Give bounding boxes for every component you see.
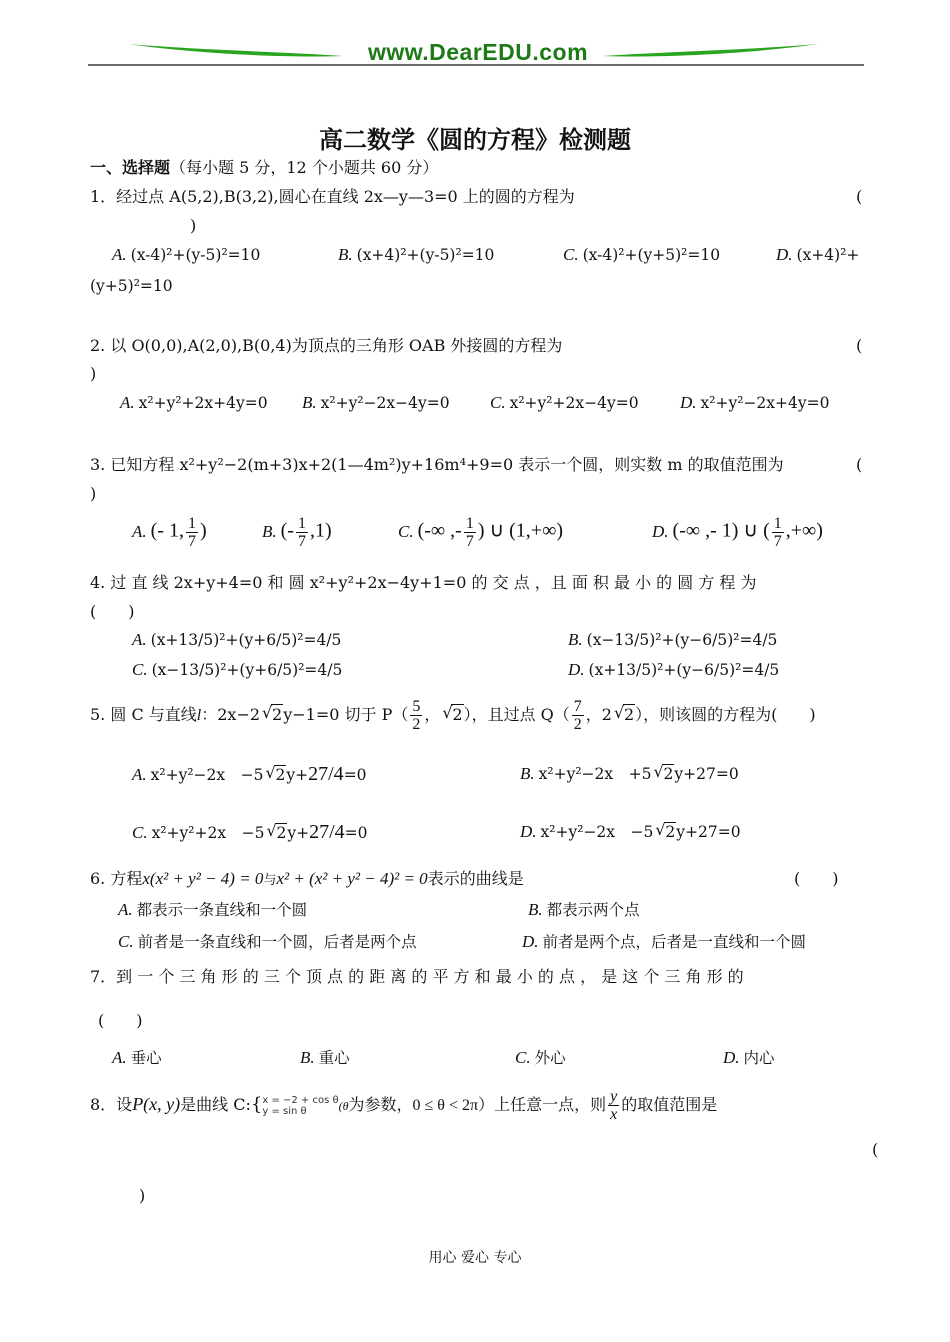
option-text: (x-4)²+(y-5)²=10 [130,246,261,264]
denominator: 7 [773,533,782,550]
option-text: 内心 [743,1049,775,1067]
option-text: x²+y²−2x −5 [150,766,264,784]
option-text: (x-4)²+(y+5)²=10 [582,246,721,264]
denominator: 7 [297,533,306,550]
stem-text: ：2x−2 [201,705,261,724]
q1-option-c [563,245,720,265]
q3-option-b [262,515,332,550]
q6-option-a [118,900,307,920]
q8-stem [90,1088,717,1123]
q6-option-d [522,932,806,952]
option-letter: B. [520,764,535,783]
q5-option-b [520,764,739,784]
option-letter: C. [118,932,134,951]
q4-option-a [132,630,341,650]
option-letter: B. [300,1048,315,1067]
option-text: 垂心 [130,1049,162,1067]
option-text: (x+13/5)²+(y−6/5)²=4/5 [588,661,780,679]
option-letter: D. [568,660,585,679]
q1-paren-close: ) [190,216,197,235]
q2-paren-close: ) [90,364,97,383]
numerator: 1 [773,515,782,532]
option-letter: C. [490,393,506,412]
q2-option-b [302,393,450,413]
sqrt [442,705,463,725]
numerator: 1 [187,515,196,532]
denominator: x [610,1106,618,1123]
option-text: ,+∞) [785,519,823,542]
fraction-text: 27/4 [309,821,345,843]
option-letter: A. [132,765,147,784]
option-letter: C. [515,1048,531,1067]
q3-paren-close: ) [90,484,97,503]
point-symbol: P(x, y) [132,1094,181,1114]
numerator: 1 [297,515,306,532]
q4-paren: ( ) [90,602,135,621]
section-note: （每小题 5 分，12 个小题共 60 分） [170,158,439,177]
q5-option-d [520,822,741,842]
option-text: x²+y²−2x−4y=0 [320,394,450,412]
option-text: y+ [287,824,310,842]
option-text: (-∞ ,- 1) ∪ ( [672,519,770,542]
option-text: y+ [286,766,309,784]
radicand: 2 [623,705,635,724]
option-text: 都表示两个点 [546,901,640,919]
option-text: 前者是一条直线和一个圆，后者是两个点 [137,933,417,951]
option-text: ) ∪ (1,+∞) [477,519,563,542]
q6-option-c [118,932,417,952]
fraction [296,515,308,550]
option-text: =0 [344,824,368,842]
stem-text: ）上任意一点，则 [478,1095,607,1114]
fraction [464,515,476,550]
equation: x² + (x² + y² − 4)² = 0 [276,869,428,888]
page-title: 高二数学《圆的方程》检测题 [319,126,631,154]
header-logo [88,30,864,72]
q3-stem: 3. 已知方程 x²+y²−2(m+3)x+2(1—4m²)y+16m⁴+9=0 表示一个圆，则实数 m 的取值范围为 [90,455,784,474]
option-text: =0 [343,766,367,784]
option-text: x²+y²+2x −5 [151,824,265,842]
option-text: x²+y²−2x −5 [540,823,654,841]
logo-text: www.DearEDU.com [367,39,589,65]
q1-option-d [776,245,859,265]
q6-paren: ( ) [794,869,839,888]
sqrt [654,764,675,784]
option-text: (x+4)²+(y-5)²=10 [356,246,495,264]
denominator: 2 [573,716,582,733]
q5-stem [90,698,816,733]
q5-option-a [132,764,367,785]
range-expression: 0 ≤ θ < 2π [412,1097,479,1114]
denominator: 7 [465,533,474,550]
option-letter: A. [132,521,147,541]
q4-option-c [132,660,342,680]
option-text: ,1) [309,519,332,542]
option-text: (- [280,519,294,542]
equation: x = −2 + cos θ [262,1094,339,1106]
option-text: (x+13/5)²+(y+6/5)²=4/5 [150,631,342,649]
radicand: 2 [452,705,463,724]
q1-stem: 1．经过点 A(5,2),B(3,2),圆心在直线 2x—y—3=0 上的圆的方程为 [90,187,575,206]
option-text: (x−13/5)²+(y+6/5)²=4/5 [151,661,343,679]
numerator: y [610,1088,618,1105]
option-letter: A. [132,630,147,649]
q6-option-b [528,900,640,920]
line-symbol: l [196,707,202,724]
q3-option-c [398,515,563,550]
q1-option-b [338,245,494,265]
option-text: y+27=0 [674,765,739,783]
option-text: (x−13/5)²+(y−6/5)²=4/5 [586,631,778,649]
option-letter: A. [120,393,135,412]
option-text: ) [199,519,207,542]
q2-option-d [680,393,830,413]
numerator: 5 [412,698,421,715]
numerator: 7 [573,698,582,715]
stem-text: 与 [263,873,277,888]
option-letter: C. [563,245,579,264]
sqrt [655,822,676,842]
section-heading [90,158,438,178]
option-text: x²+y²+2x+4y=0 [138,394,268,412]
radicand: 2 [663,765,674,783]
fraction [186,515,198,550]
q1-paren-open: ( [856,187,863,206]
stem-text: 的取值范围是 [621,1095,718,1114]
stem-text: ），且过点 Q（ [463,705,570,724]
option-letter: D. [776,245,793,264]
option-letter: C. [132,823,148,842]
option-letter: B. [338,245,353,264]
q2-stem: 2. 以 O(0,0),A(2,0),B(0,4)为顶点的三角形 OAB 外接圆的方程为 [90,336,563,355]
stem-text: 是曲线 C: [180,1095,251,1114]
sqrt [614,705,635,725]
q4-option-d [568,660,779,680]
denominator: 2 [412,716,421,733]
fraction-text: 27/4 [308,763,344,785]
option-text: (- 1, [150,519,184,542]
option-letter: D. [520,822,537,841]
sqrt [262,705,283,725]
stem-text: 6. 方程 [90,869,143,888]
q8-paren-close: ) [139,1186,146,1205]
numerator: 1 [465,515,474,532]
option-text: x²+y²−2x +5 [538,765,652,783]
parametric-system [262,1095,338,1117]
option-letter: A. [112,1048,127,1067]
brace-icon: { [250,1094,263,1115]
q7-option-b [300,1048,350,1068]
stem-text: ，2 [585,705,612,724]
option-letter: A. [112,245,127,264]
option-letter: C. [132,660,148,679]
radicand: 2 [272,705,283,724]
q2-option-c [490,393,639,413]
q3-option-a [132,515,207,550]
option-letter: D. [680,393,697,412]
q7-option-d [723,1048,775,1068]
q2-option-a [120,393,268,413]
option-letter: B. [528,900,543,919]
sqrt [266,823,287,843]
option-text: y+27=0 [676,823,741,841]
radicand: 2 [665,823,676,841]
option-letter: D. [522,932,539,951]
option-text: 都表示一条直线和一个圆 [136,901,308,919]
fraction [608,1088,619,1123]
fraction [410,698,422,733]
page-footer: 用心 爱心 专心 [428,1250,522,1266]
option-text: x²+y²+2x−4y=0 [509,394,639,412]
q7-paren: ( ) [98,1011,143,1030]
radicand: 2 [275,766,286,784]
q7-option-c [515,1048,566,1068]
theta-symbol: (θ [338,1099,349,1113]
option-letter: D. [723,1048,740,1067]
q4-stem: 4. 过 直 线 2x+y+4=0 和 圆 x²+y²+2x−4y+1=0 的 交 点 ，且 面 积 最 小 的 圆 方 程 为 [90,573,757,592]
q6-stem [90,869,524,891]
q5-option-c [132,822,368,843]
option-text: 重心 [318,1049,350,1067]
option-letter: B. [262,521,277,541]
stem-text: 表示的曲线是 [427,869,524,888]
fraction [572,698,584,733]
option-text: (-∞ ,- [417,519,462,542]
denominator: 7 [187,533,196,550]
q2-paren-open: ( [856,336,863,355]
option-text: (x+4)²+ [796,246,860,264]
option-text: 外心 [534,1049,566,1067]
option-letter: B. [302,393,317,412]
fraction [772,515,784,550]
q1-option-a [112,245,260,265]
stem-text: ， [424,705,441,724]
stem-text: 为参数， [348,1095,413,1114]
section-label: 一、选择题 [90,158,171,177]
stem-text: 8．设 [90,1095,133,1114]
q3-option-d [652,515,823,550]
option-letter: B. [568,630,583,649]
stem-text: ），则该圆的方程为( ) [635,705,816,724]
option-text: x²+y²−2x+4y=0 [700,394,830,412]
sqrt [266,765,287,785]
equation: x(x² + y² − 4) = 0 [142,869,264,888]
q7-option-a [112,1048,162,1068]
option-text: 前者是两个点，后者是一直线和一个圆 [542,933,807,951]
stem-text: y−1=0 切于 P（ [283,705,409,724]
radicand: 2 [276,824,287,842]
equation: y = sin θ [262,1105,307,1117]
q7-stem: 7．到 一 个 三 角 形 的 三 个 顶 点 的 距 离 的 平 方 和 最 小 的 点 ， 是 这 个 三 角 形 的 [90,967,744,986]
stem-text: 5. 圆 C 与直线 [90,705,197,724]
option-letter: A. [118,900,133,919]
q4-option-b [568,630,777,650]
q3-paren-open: ( [856,455,863,474]
q8-paren-open: ( [872,1140,879,1159]
option-letter: C. [398,521,414,541]
q1-option-d-cont: (y+5)²=10 [90,277,173,295]
option-letter: D. [652,521,669,541]
